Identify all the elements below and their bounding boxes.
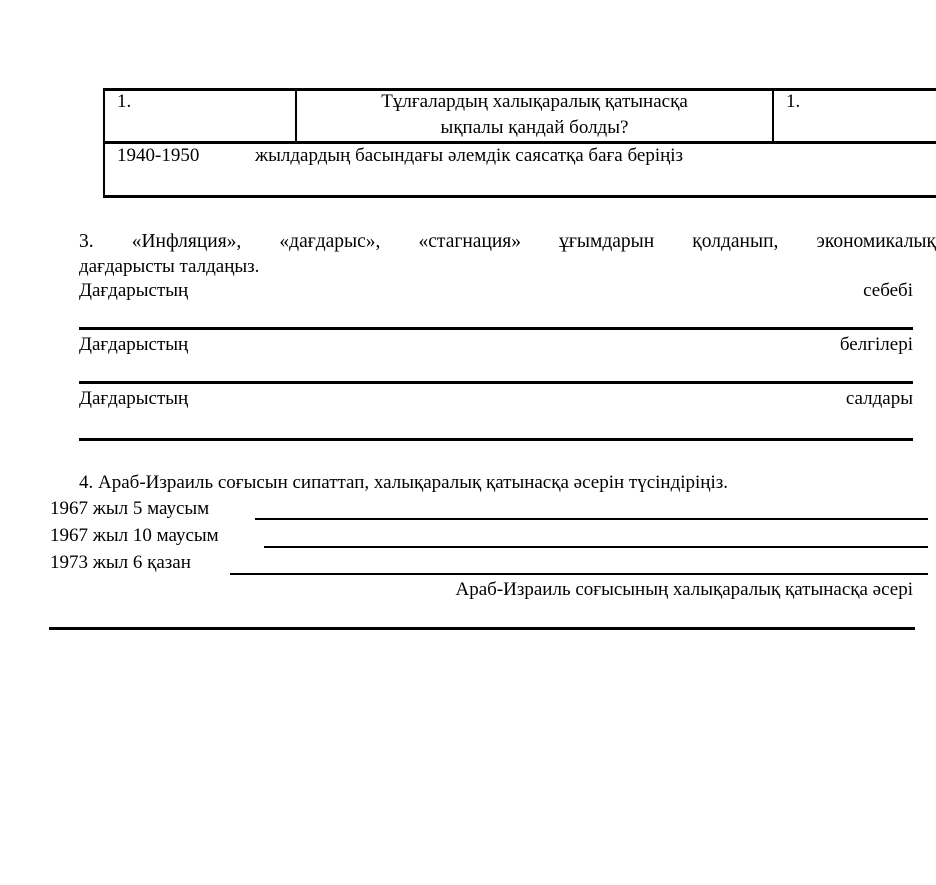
table-cell-question-line1: Тұлғалардың халықаралық қатынасқа (381, 91, 688, 112)
table-left-border (103, 88, 105, 198)
date-2-answer-line[interactable] (264, 546, 928, 548)
date-3-answer-line[interactable] (230, 573, 928, 575)
war-effect-answer-line[interactable] (49, 627, 915, 630)
table-col-divider-2 (772, 88, 774, 143)
date-label: 1973 жыл 6 қазан (50, 552, 191, 573)
crisis-consequences-label: салдары (845, 388, 913, 409)
crisis-consequences-answer-line[interactable] (79, 438, 913, 441)
q4-title: 4. Араб-Израиль соғысын сипаттап, халықаралық қатынасқа әсерін түсіндіріңіз. (79, 472, 728, 493)
date-label: 1967 жыл 5 маусым (50, 498, 210, 519)
q3-text-line1: 3. «Инфляция», «дағдарыс», «стагнация» ұғымдарын қолданып, экономикалық (79, 231, 936, 252)
crisis-label: Дағдарыстың (79, 388, 189, 409)
table-bottom-border (103, 195, 936, 198)
crisis-signs-label: белгілері (839, 334, 913, 355)
war-effect-label: Араб-Израиль соғысының халықаралық қатынасқа әсері (455, 579, 913, 600)
crisis-cause-answer-line[interactable] (79, 327, 913, 330)
table-cell-answer-number: 1. (786, 91, 801, 112)
table-cell-years: 1940-1950 (117, 145, 200, 166)
crisis-cause-label: себебі (863, 280, 913, 301)
table-row-divider (103, 141, 936, 144)
table-cell-number: 1. (117, 91, 132, 112)
crisis-label: Дағдарыстың (79, 280, 189, 301)
crisis-label: Дағдарыстың (79, 334, 189, 355)
q3-text-line2: дағдарысты талдаңыз. (79, 256, 260, 277)
date-1-answer-line[interactable] (255, 518, 928, 520)
table-cell-question-line2: ықпалы қандай болды? (440, 117, 629, 138)
table-cell-task: жылдардың басындағы әлемдік саясатқа баға беріңіз (255, 145, 684, 166)
crisis-signs-answer-line[interactable] (79, 381, 913, 384)
date-label: 1967 жыл 10 маусым (50, 525, 219, 546)
